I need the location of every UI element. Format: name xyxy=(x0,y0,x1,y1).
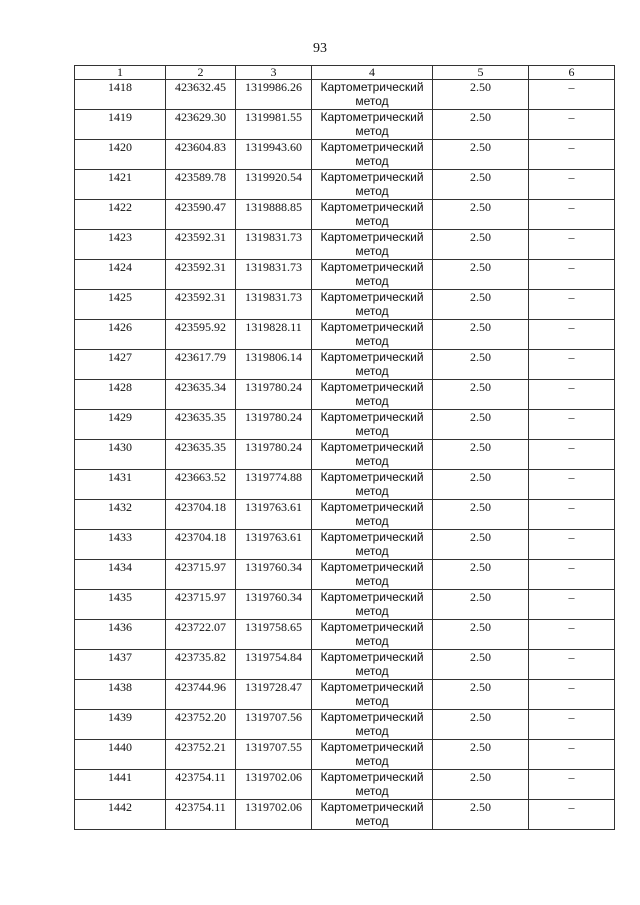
y-coordinate-cell: 1319754.84 xyxy=(236,650,312,680)
method-cell: Картометрический метод xyxy=(312,350,433,380)
point-number-cell: 1439 xyxy=(75,710,166,740)
x-coordinate-cell: 423704.18 xyxy=(166,530,236,560)
point-number-cell: 1422 xyxy=(75,200,166,230)
note-cell: – xyxy=(529,140,615,170)
x-coordinate-cell: 423632.45 xyxy=(166,80,236,110)
note-cell: – xyxy=(529,710,615,740)
y-coordinate-cell: 1319920.54 xyxy=(236,170,312,200)
note-cell: – xyxy=(529,770,615,800)
y-coordinate-cell: 1319806.14 xyxy=(236,350,312,380)
note-cell: – xyxy=(529,440,615,470)
accuracy-cell: 2.50 xyxy=(433,260,529,290)
method-cell: Картометрический метод xyxy=(312,770,433,800)
x-coordinate-cell: 423754.11 xyxy=(166,800,236,830)
y-coordinate-cell: 1319760.34 xyxy=(236,560,312,590)
point-number-cell: 1438 xyxy=(75,680,166,710)
point-number-cell: 1421 xyxy=(75,170,166,200)
column-header-2: 2 xyxy=(166,66,236,80)
note-cell: – xyxy=(529,380,615,410)
point-number-cell: 1432 xyxy=(75,500,166,530)
y-coordinate-cell: 1319760.34 xyxy=(236,590,312,620)
accuracy-cell: 2.50 xyxy=(433,140,529,170)
y-coordinate-cell: 1319831.73 xyxy=(236,230,312,260)
y-coordinate-cell: 1319707.56 xyxy=(236,710,312,740)
accuracy-cell: 2.50 xyxy=(433,320,529,350)
table-row xyxy=(75,740,615,770)
accuracy-cell: 2.50 xyxy=(433,560,529,590)
x-coordinate-cell: 423635.35 xyxy=(166,440,236,470)
accuracy-cell: 2.50 xyxy=(433,110,529,140)
y-coordinate-cell: 1319702.06 xyxy=(236,770,312,800)
y-coordinate-cell: 1319763.61 xyxy=(236,530,312,560)
note-cell: – xyxy=(529,800,615,830)
table-row xyxy=(75,200,615,230)
accuracy-cell: 2.50 xyxy=(433,410,529,440)
method-cell: Картометрический метод xyxy=(312,410,433,440)
accuracy-cell: 2.50 xyxy=(433,80,529,110)
accuracy-cell: 2.50 xyxy=(433,800,529,830)
table-row xyxy=(75,440,615,470)
x-coordinate-cell: 423663.52 xyxy=(166,470,236,500)
column-header-3: 3 xyxy=(236,66,312,80)
y-coordinate-cell: 1319780.24 xyxy=(236,440,312,470)
accuracy-cell: 2.50 xyxy=(433,290,529,320)
point-number-cell: 1429 xyxy=(75,410,166,440)
table-row xyxy=(75,590,615,620)
note-cell: – xyxy=(529,320,615,350)
point-number-cell: 1436 xyxy=(75,620,166,650)
note-cell: – xyxy=(529,590,615,620)
accuracy-cell: 2.50 xyxy=(433,500,529,530)
x-coordinate-cell: 423617.79 xyxy=(166,350,236,380)
table-row xyxy=(75,680,615,710)
x-coordinate-cell: 423704.18 xyxy=(166,500,236,530)
method-cell: Картометрический метод xyxy=(312,320,433,350)
note-cell: – xyxy=(529,650,615,680)
accuracy-cell: 2.50 xyxy=(433,530,529,560)
x-coordinate-cell: 423752.20 xyxy=(166,710,236,740)
note-cell: – xyxy=(529,500,615,530)
note-cell: – xyxy=(529,170,615,200)
x-coordinate-cell: 423592.31 xyxy=(166,290,236,320)
page-number: 93 xyxy=(313,41,327,56)
point-number-cell: 1423 xyxy=(75,230,166,260)
point-number-cell: 1427 xyxy=(75,350,166,380)
method-cell: Картометрический метод xyxy=(312,470,433,500)
column-header-1: 1 xyxy=(75,66,166,80)
point-number-cell: 1430 xyxy=(75,440,166,470)
coordinates-table xyxy=(74,65,615,830)
x-coordinate-cell: 423589.78 xyxy=(166,170,236,200)
x-coordinate-cell: 423715.97 xyxy=(166,590,236,620)
method-cell: Картометрический метод xyxy=(312,680,433,710)
accuracy-cell: 2.50 xyxy=(433,440,529,470)
table-row xyxy=(75,410,615,440)
x-coordinate-cell: 423635.35 xyxy=(166,410,236,440)
point-number-cell: 1437 xyxy=(75,650,166,680)
table-row xyxy=(75,290,615,320)
table-row xyxy=(75,320,615,350)
method-cell: Картометрический метод xyxy=(312,620,433,650)
accuracy-cell: 2.50 xyxy=(433,230,529,260)
y-coordinate-cell: 1319888.85 xyxy=(236,200,312,230)
table-row xyxy=(75,530,615,560)
x-coordinate-cell: 423744.96 xyxy=(166,680,236,710)
y-coordinate-cell: 1319828.11 xyxy=(236,320,312,350)
y-coordinate-cell: 1319763.61 xyxy=(236,500,312,530)
point-number-cell: 1424 xyxy=(75,260,166,290)
note-cell: – xyxy=(529,680,615,710)
note-cell: – xyxy=(529,410,615,440)
method-cell: Картометрический метод xyxy=(312,740,433,770)
accuracy-cell: 2.50 xyxy=(433,380,529,410)
method-cell: Картометрический метод xyxy=(312,560,433,590)
note-cell: – xyxy=(529,110,615,140)
method-cell: Картометрический метод xyxy=(312,230,433,260)
accuracy-cell: 2.50 xyxy=(433,680,529,710)
note-cell: – xyxy=(529,470,615,500)
x-coordinate-cell: 423629.30 xyxy=(166,110,236,140)
method-cell: Картометрический метод xyxy=(312,170,433,200)
y-coordinate-cell: 1319943.60 xyxy=(236,140,312,170)
method-cell: Картометрический метод xyxy=(312,500,433,530)
table-row xyxy=(75,500,615,530)
method-cell: Картометрический метод xyxy=(312,800,433,830)
point-number-cell: 1428 xyxy=(75,380,166,410)
table-header-row xyxy=(75,66,615,80)
table-row xyxy=(75,80,615,110)
table-row xyxy=(75,350,615,380)
y-coordinate-cell: 1319707.55 xyxy=(236,740,312,770)
accuracy-cell: 2.50 xyxy=(433,650,529,680)
accuracy-cell: 2.50 xyxy=(433,350,529,380)
note-cell: – xyxy=(529,740,615,770)
point-number-cell: 1431 xyxy=(75,470,166,500)
table-row xyxy=(75,560,615,590)
method-cell: Картометрический метод xyxy=(312,590,433,620)
note-cell: – xyxy=(529,260,615,290)
method-cell: Картометрический метод xyxy=(312,530,433,560)
table-row xyxy=(75,620,615,650)
y-coordinate-cell: 1319831.73 xyxy=(236,290,312,320)
x-coordinate-cell: 423592.31 xyxy=(166,230,236,260)
note-cell: – xyxy=(529,620,615,650)
point-number-cell: 1441 xyxy=(75,770,166,800)
table-row xyxy=(75,800,615,830)
accuracy-cell: 2.50 xyxy=(433,590,529,620)
note-cell: – xyxy=(529,530,615,560)
y-coordinate-cell: 1319780.24 xyxy=(236,380,312,410)
point-number-cell: 1419 xyxy=(75,110,166,140)
table-row xyxy=(75,230,615,260)
accuracy-cell: 2.50 xyxy=(433,170,529,200)
x-coordinate-cell: 423752.21 xyxy=(166,740,236,770)
y-coordinate-cell: 1319702.06 xyxy=(236,800,312,830)
x-coordinate-cell: 423595.92 xyxy=(166,320,236,350)
method-cell: Картометрический метод xyxy=(312,650,433,680)
note-cell: – xyxy=(529,200,615,230)
note-cell: – xyxy=(529,230,615,260)
table-row xyxy=(75,770,615,800)
table-row xyxy=(75,710,615,740)
point-number-cell: 1420 xyxy=(75,140,166,170)
x-coordinate-cell: 423635.34 xyxy=(166,380,236,410)
point-number-cell: 1425 xyxy=(75,290,166,320)
table-row xyxy=(75,650,615,680)
method-cell: Картометрический метод xyxy=(312,260,433,290)
accuracy-cell: 2.50 xyxy=(433,770,529,800)
point-number-cell: 1433 xyxy=(75,530,166,560)
y-coordinate-cell: 1319758.65 xyxy=(236,620,312,650)
x-coordinate-cell: 423715.97 xyxy=(166,560,236,590)
note-cell: – xyxy=(529,560,615,590)
x-coordinate-cell: 423722.07 xyxy=(166,620,236,650)
x-coordinate-cell: 423735.82 xyxy=(166,650,236,680)
method-cell: Картометрический метод xyxy=(312,440,433,470)
x-coordinate-cell: 423604.83 xyxy=(166,140,236,170)
point-number-cell: 1435 xyxy=(75,590,166,620)
point-number-cell: 1440 xyxy=(75,740,166,770)
table-row xyxy=(75,110,615,140)
x-coordinate-cell: 423754.11 xyxy=(166,770,236,800)
method-cell: Картометрический метод xyxy=(312,80,433,110)
note-cell: – xyxy=(529,350,615,380)
accuracy-cell: 2.50 xyxy=(433,710,529,740)
y-coordinate-cell: 1319774.88 xyxy=(236,470,312,500)
method-cell: Картометрический метод xyxy=(312,710,433,740)
note-cell: – xyxy=(529,80,615,110)
x-coordinate-cell: 423590.47 xyxy=(166,200,236,230)
point-number-cell: 1442 xyxy=(75,800,166,830)
y-coordinate-cell: 1319728.47 xyxy=(236,680,312,710)
column-header-4: 4 xyxy=(312,66,433,80)
table-row xyxy=(75,470,615,500)
method-cell: Картометрический метод xyxy=(312,200,433,230)
method-cell: Картометрический метод xyxy=(312,380,433,410)
note-cell: – xyxy=(529,290,615,320)
accuracy-cell: 2.50 xyxy=(433,470,529,500)
column-header-6: 6 xyxy=(529,66,615,80)
x-coordinate-cell: 423592.31 xyxy=(166,260,236,290)
point-number-cell: 1418 xyxy=(75,80,166,110)
method-cell: Картометрический метод xyxy=(312,110,433,140)
table-row xyxy=(75,380,615,410)
accuracy-cell: 2.50 xyxy=(433,200,529,230)
accuracy-cell: 2.50 xyxy=(433,740,529,770)
method-cell: Картометрический метод xyxy=(312,290,433,320)
y-coordinate-cell: 1319986.26 xyxy=(236,80,312,110)
y-coordinate-cell: 1319780.24 xyxy=(236,410,312,440)
point-number-cell: 1426 xyxy=(75,320,166,350)
table-row xyxy=(75,140,615,170)
table-body xyxy=(75,80,615,830)
y-coordinate-cell: 1319981.55 xyxy=(236,110,312,140)
y-coordinate-cell: 1319831.73 xyxy=(236,260,312,290)
table-row xyxy=(75,170,615,200)
column-header-5: 5 xyxy=(433,66,529,80)
point-number-cell: 1434 xyxy=(75,560,166,590)
table-row xyxy=(75,260,615,290)
accuracy-cell: 2.50 xyxy=(433,620,529,650)
method-cell: Картометрический метод xyxy=(312,140,433,170)
